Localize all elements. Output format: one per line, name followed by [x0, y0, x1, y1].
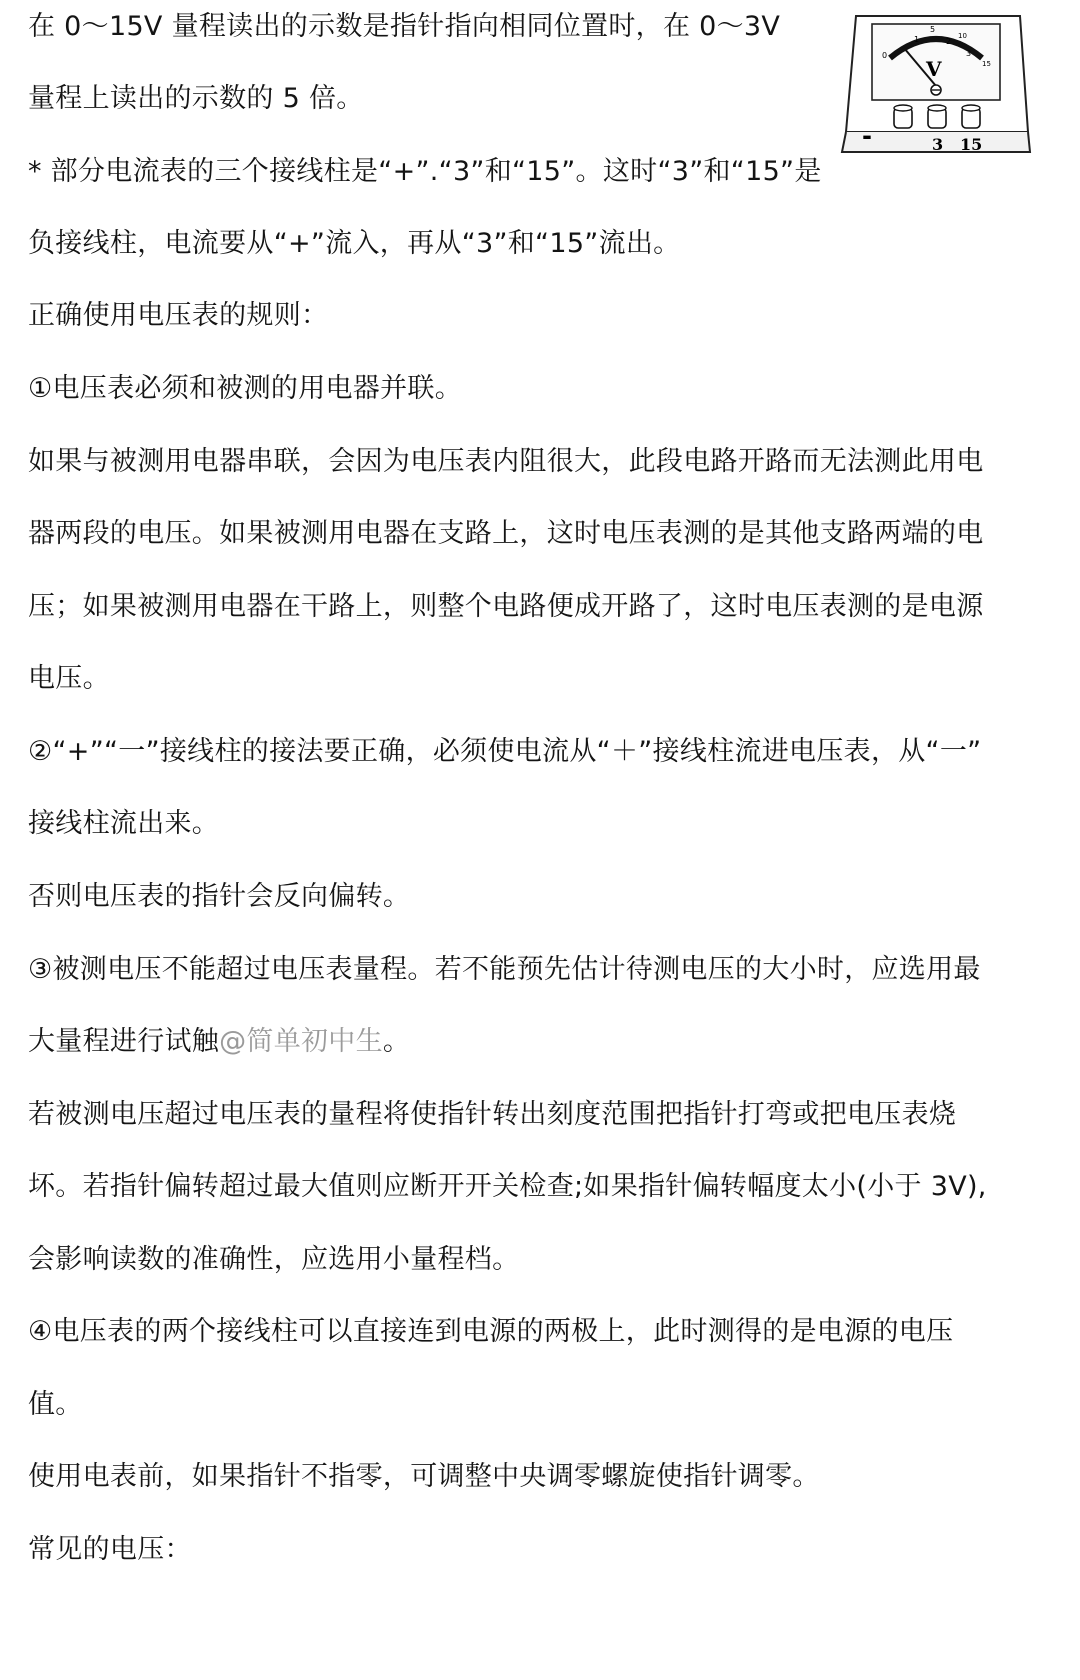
text-line: 接线柱流出来。: [28, 808, 220, 839]
text-line: 电压。: [28, 663, 110, 694]
scale-mark: 5: [930, 25, 936, 34]
rule-item: ①电压表必须和被测的用电器并联。: [28, 373, 463, 404]
scale-mark: 3: [966, 49, 972, 58]
text-line: 压；如果被测用电器在干路上，则整个电路便成开路了，这时电压表测的是电源: [28, 591, 984, 622]
terminal-negative: [894, 105, 912, 128]
rule-item: ③被测电压不能超过电压表量程。若不能预先估计待测电压的大小时，应选用最: [28, 954, 981, 985]
text-line: 如果与被测用电器串联，会因为电压表内阻很大，此段电路开路而无法测此用电: [28, 446, 984, 477]
watermark: @简单初中生: [219, 1026, 383, 1057]
rule-item: ④电压表的两个接线柱可以直接连到电源的两极上，此时测得的是电源的电压: [28, 1316, 954, 1347]
rule-item: ②“+”“一”接线柱的接法要正确，必须使电流从“＋”接线柱流进电压表，从“一”: [28, 736, 982, 767]
text-line: 在 0～15V 量程读出的示数是指针指向相同位置时，在 0～3V: [28, 11, 781, 42]
text-line: 负接线柱，电流要从“+”流入，再从“3”和“15”流出。: [28, 228, 681, 259]
terminal-15: [962, 105, 980, 128]
text-line: 否则电压表的指针会反向偏转。: [28, 881, 411, 912]
scale-mark: 10: [958, 32, 967, 40]
text-line: 坏。若指针偏转超过最大值则应断开开关检查;如果指针偏转幅度太小(小于 3V),: [28, 1171, 987, 1202]
text-line: 器两段的电压。如果被测用电器在支路上，这时电压表测的是其他支路两端的电: [28, 518, 984, 549]
text-line: 值。: [28, 1389, 83, 1420]
scale-mark: 15: [982, 60, 991, 68]
section-heading: 常见的电压：: [28, 1534, 192, 1565]
text-segment: 大量程进行试触: [28, 1026, 220, 1057]
terminal-3: [928, 105, 946, 128]
meter-dial-letter: V: [926, 57, 942, 81]
terminal-minus-label: -: [862, 122, 872, 150]
text-line: 量程上读出的示数的 5 倍。: [28, 83, 364, 114]
text-line: [28, 1022, 410, 1062]
text-line: 会影响读数的准确性，应选用小量程档。: [28, 1244, 520, 1275]
scale-mark: 1: [914, 35, 920, 44]
section-heading: 正确使用电压表的规则：: [28, 300, 329, 331]
terminal-15-label: 15: [960, 135, 983, 154]
terminal-3-label: 3: [932, 135, 944, 154]
text-line: 使用电表前，如果指针不指零，可调整中央调零螺旋使指针调零。: [28, 1461, 820, 1492]
scale-mark: 2: [946, 37, 952, 46]
voltmeter-illustration: [838, 12, 1034, 156]
text-line: * 部分电流表的三个接线柱是“+”.“3”和“15”。这时“3”和“15”是: [28, 156, 822, 187]
scale-mark: 0: [882, 51, 888, 60]
text-line: 若被测电压超过电压表的量程将使指针转出刻度范围把指针打弯或把电压表烧: [28, 1099, 957, 1130]
text-segment: 。: [382, 1026, 411, 1057]
